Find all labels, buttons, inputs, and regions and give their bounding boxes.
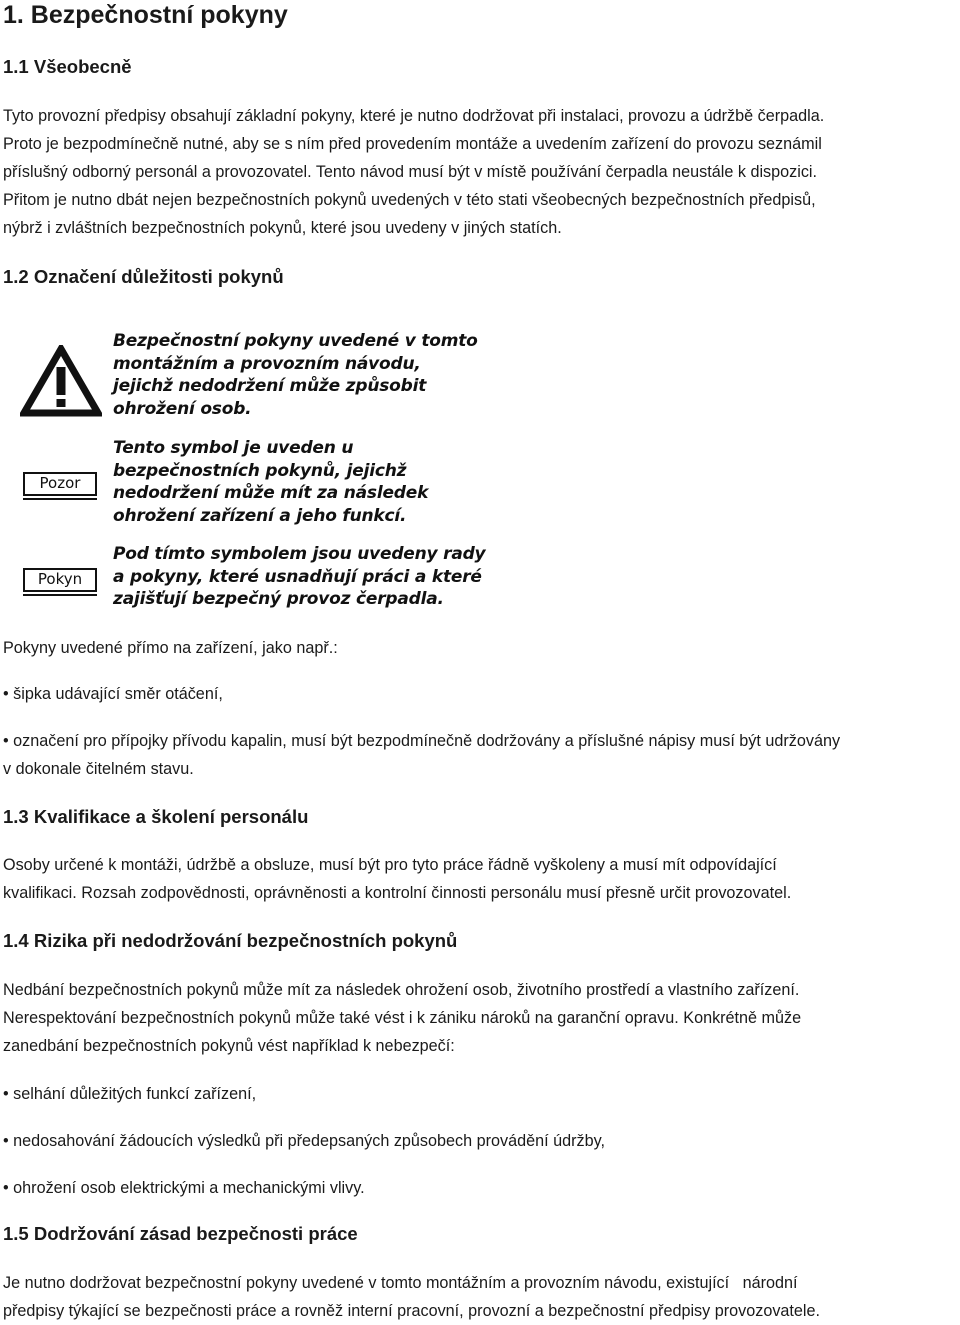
safety-symbols-figure	[18, 325, 508, 617]
heading-1-5: 1.5 Dodržování zásad bezpečnosti práce	[3, 1223, 358, 1244]
list-item-line: v dokonale čitelném stavu.	[3, 760, 194, 778]
paragraph-1-1	[3, 102, 960, 242]
list-item: • šipka udávající směr otáčení,	[3, 680, 223, 708]
symbol-text-line: bezpečnostních pokynů, jejichž	[113, 460, 407, 481]
paragraph-line: Osoby určené k montáži, údržbě a obsluze, musí být pro tyto práce řádně vyškoleny a musí mít odpovídající	[3, 856, 777, 874]
heading-1-1: 1.1 Všeobecně	[3, 56, 132, 77]
paragraph-line: Nerespektování bezpečnostních pokynů může také vést i k zániku nároků na garanční opravu. Konkrétně může	[3, 1009, 802, 1027]
pozor-symbol-description	[113, 437, 428, 527]
symbol-text-line: Bezpečnostní pokyny uvedené v tomto	[113, 331, 478, 351]
list-item	[3, 727, 960, 783]
paragraph-line: Tyto provozní předpisy obsahují základní pokyny, které je nutno dodržovat při instalaci, provozu a údržbě čerpadla.	[3, 107, 825, 125]
paragraph-line: kvalifikaci. Rozsah zodpovědnosti, oprávněnosti a kontrolní činnosti personálu musí přesně určit provozovatel.	[3, 884, 792, 902]
list-item: • ohrožení osob elektrickými a mechanickými vlivy.	[3, 1174, 365, 1202]
symbol-text-line: jejichž nedodržení může způsobit	[113, 376, 427, 396]
paragraph-1-3	[3, 851, 960, 907]
list-item: • nedosahování žádoucích výsledků při předepsaných způsobech provádění údržby,	[3, 1127, 605, 1155]
page-title: 1. Bezpečnostní pokyny	[3, 1, 288, 29]
warning-triangle-icon	[20, 345, 102, 417]
symbol-text-line: nedodržení může mít za následek	[113, 483, 429, 503]
list-item-line: • označení pro přípojky přívodu kapalin, musí být bezpodmínečně dodržovány a příslušné nápisy musí být udržovány	[3, 727, 960, 755]
paragraph-line: Je nutno dodržovat bezpečnostní pokyny uvedené v tomto montážním a provozním návodu, existující národní	[3, 1274, 798, 1292]
symbol-text-line: Tento symbol je uveden u	[113, 438, 354, 458]
paragraph-line: Přitom je nutno dbát nejen bezpečnostních pokynů uvedených v této stati všeobecných bezpečnostních předpisů,	[3, 191, 816, 209]
paragraph-1-5	[3, 1269, 960, 1325]
symbol-text-line: a pokyny, které usnadňují práci a které	[113, 566, 482, 587]
paragraph-1-2-intro: Pokyny uvedené přímo na zařízení, jako např.:	[3, 639, 338, 657]
paragraph-line: předpisy týkající se bezpečnosti práce a rovněž interní pracovní, provozní a bezpečnostní předpisy provozovatele.	[3, 1302, 821, 1320]
pokyn-symbol-description	[113, 543, 485, 611]
symbol-text-line: Pod tímto symbolem jsou uvedeny rady	[113, 544, 486, 564]
list-item: • selhání důležitých funkcí zařízení,	[3, 1080, 256, 1108]
symbol-text-line: zajišťují bezpečný provoz čerpadla.	[113, 589, 444, 609]
symbol-text-line: ohrožení osob.	[113, 398, 252, 419]
warning-symbol-description	[113, 330, 478, 420]
heading-1-2: 1.2 Označení důležitosti pokynů	[3, 266, 284, 287]
symbol-text-line: ohrožení zařízení a jeho funkcí.	[113, 505, 407, 526]
paragraph-line: nýbrž i zvláštních bezpečnostních pokynů, které jsou uvedeny v jiných statích.	[3, 219, 562, 237]
paragraph-line: Proto je bezpodmínečně nutné, aby se s ním před provedením montáže a uvedením zařízení do provozu seznámil	[3, 135, 822, 153]
paragraph-line: zanedbání bezpečnostních pokynů vést například k nebezpečí:	[3, 1037, 455, 1055]
symbol-text-line: montážním a provozním návodu,	[113, 353, 421, 374]
pozor-label: Pozor	[23, 472, 97, 496]
paragraph-line: příslušný odborný personál a provozovatel. Tento návod musí být v místě používání čerpadla neustále k dispozici.	[3, 163, 818, 181]
pokyn-label: Pokyn	[23, 568, 97, 592]
paragraph-line: Nedbání bezpečnostních pokynů může mít za následek ohrožení osob, životního prostředí a vlastního zařízení.	[3, 981, 800, 999]
heading-1-4: 1.4 Rizika při nedodržování bezpečnostních pokynů	[3, 930, 458, 951]
paragraph-1-4	[3, 976, 960, 1060]
heading-1-3: 1.3 Kvalifikace a školení personálu	[3, 806, 309, 827]
